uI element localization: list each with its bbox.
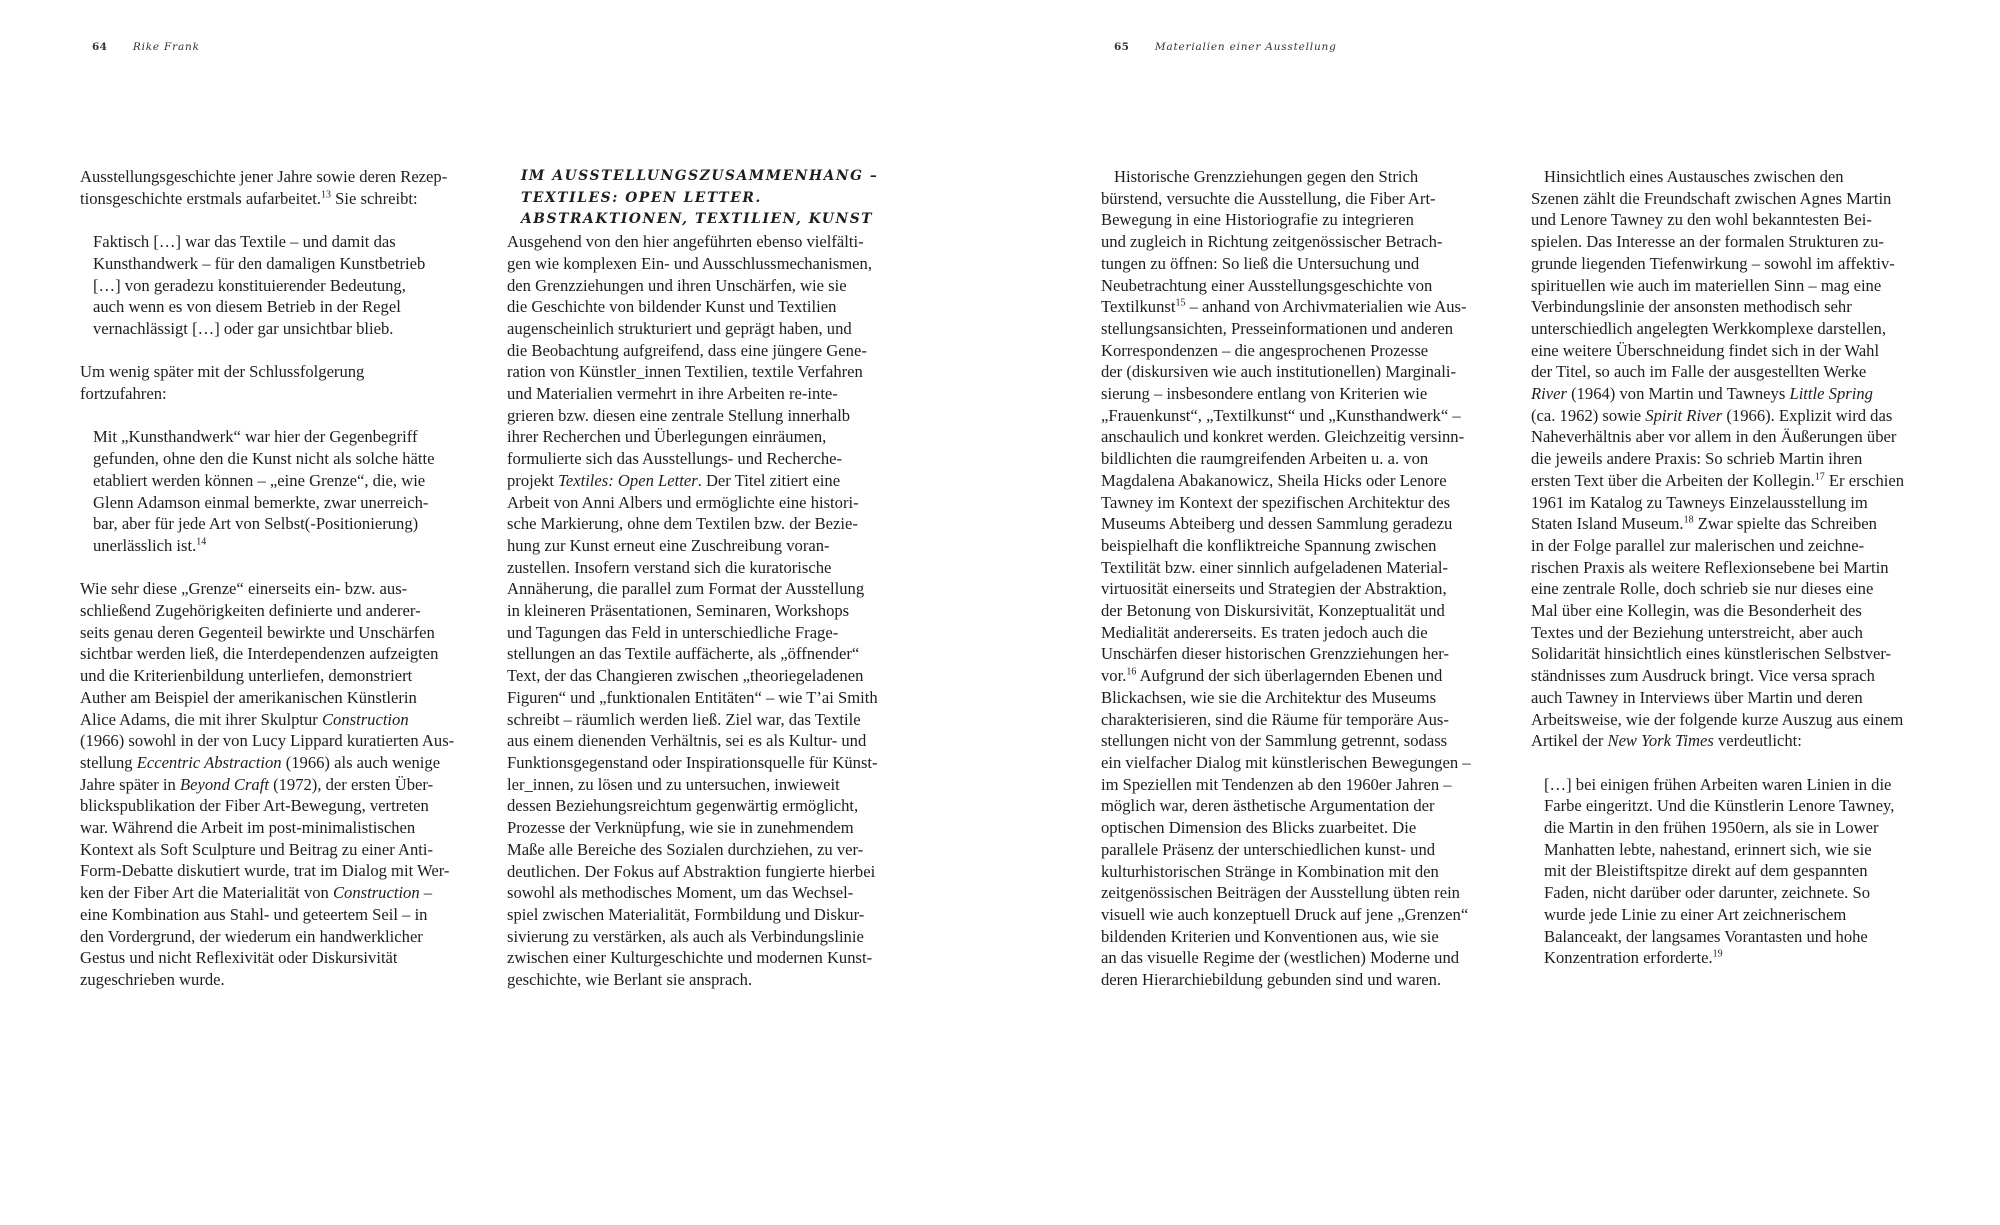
text-line: den Grenzziehungen und ihren Unschärfen, wie sie — [507, 275, 847, 295]
text-line: zwischen einer Kulturgeschichte und modernen Kunst- — [507, 948, 873, 968]
text-line: und Lenore Tawney zu den wohl bekanntesten Bei- — [1531, 210, 1872, 230]
text-line — [507, 470, 917, 492]
text-line: den Vordergrund, der wiederum ein handwerklicher — [80, 926, 423, 946]
text-line — [1531, 405, 1951, 427]
text-line: Szenen zählt die Freundschaft zwischen Agnes Martin — [1531, 188, 1892, 208]
text-line: bildenden Kriterien und Konventionen aus, wie sie — [1101, 926, 1439, 946]
text-segment: Staten Island Museum. — [1531, 514, 1684, 534]
text-line: zustellen. Insofern verstand sich die kuratorische — [507, 557, 832, 577]
text-line: Kontext als Soft Sculpture und Beitrag zu einer Anti- — [80, 839, 434, 859]
text-line: ration von Künstler_innen Textilien, textile Verfahren — [507, 362, 863, 382]
text-line — [80, 882, 490, 904]
text-line: Um wenig später mit der Schlussfolgerung — [80, 362, 365, 382]
text-line: Annäherung, die parallel zum Format der Ausstellung — [507, 579, 865, 599]
paragraph — [80, 578, 490, 990]
text-segment: Aufgrund der sich überlagernden Ebenen und — [1136, 666, 1443, 686]
text-line: 1961 im Katalog zu Tawneys Einzelausstellung im — [1531, 492, 1868, 512]
text-segment: vor. — [1101, 666, 1127, 686]
text-segment: Alice Adams, die mit ihrer Skulptur — [80, 709, 322, 729]
text-line: in kleineren Präsentationen, Seminaren, Workshops — [507, 601, 850, 621]
running-head-right — [1114, 41, 1337, 53]
text-segment: (1966). Explizit wird das — [1722, 405, 1893, 425]
work-title: Little Spring — [1789, 384, 1873, 404]
text-column-1 — [80, 166, 490, 1012]
text-line: mit der Bleistiftspitze direkt auf dem gespannten — [1544, 861, 1868, 881]
text-line: eine Kombination aus Stahl- und geteertem Seil – in — [80, 904, 428, 924]
text-line: Historische Grenzziehungen gegen den Strich — [1114, 167, 1419, 186]
text-line: auch Tawney in Interviews über Martin und deren — [1531, 687, 1863, 707]
text-line: Magdalena Abakanowicz, Sheila Hicks oder Lenore — [1101, 470, 1447, 490]
text-line: die jeweils andere Praxis: So schrieb Martin ihren — [1531, 449, 1863, 469]
text-line: […] bei einigen frühen Arbeiten waren Linien in die — [1544, 774, 1892, 794]
text-line: augenscheinlich strukturiert und geprägt haben, und — [507, 318, 852, 338]
text-line: Balanceakt, der langsames Vorantasten und hohe — [1544, 926, 1868, 946]
text-line: zeitgenössischen Beiträgen der Ausstellung übten rein — [1101, 883, 1460, 903]
text-segment: Konzentration erforderte. — [1544, 948, 1713, 968]
work-title: New York Times — [1607, 731, 1714, 751]
footnote-ref[interactable]: 16 — [1126, 666, 1137, 678]
text-line: Hinsichtlich eines Austausches zwischen den — [1544, 167, 1844, 186]
text-line: ständnisses zum Ausdruck bringt. Vice versa sprach — [1531, 666, 1875, 686]
text-line — [80, 188, 490, 210]
page-number: 64 — [92, 41, 108, 53]
text-line: […] von geradezu konstituierender Bedeutung, — [93, 275, 406, 295]
section-heading — [507, 166, 917, 231]
text-segment: Sie schreibt: — [330, 188, 418, 208]
text-segment: – anhand von Archivmaterialien wie Aus- — [1185, 297, 1467, 317]
text-line: und Materialien vermehrt in ihre Arbeiten re-inte- — [507, 384, 838, 404]
text-line: Arbeitsweise, wie der folgende kurze Auszug aus einem — [1531, 709, 1904, 729]
text-line: gen wie komplexen Ein- und Ausschlussmechanismen, — [507, 253, 872, 273]
text-line — [1531, 383, 1951, 405]
text-line: hung zur Kunst erneut eine Zuschreibung voran- — [507, 535, 830, 555]
text-segment: – — [419, 883, 433, 903]
text-line: deren Hierarchiebildung gebunden sind und waren. — [1101, 970, 1442, 990]
text-segment: (1972), der ersten Über- — [268, 774, 434, 794]
footnote-ref[interactable]: 19 — [1712, 948, 1723, 960]
work-title: Beyond Craft — [179, 774, 269, 794]
text-line: Blickachsen, wie sie die Architektur des Museums — [1101, 687, 1437, 707]
text-segment: stellung — [80, 752, 137, 772]
text-column-2 — [507, 166, 917, 991]
text-line: Form-Debatte diskutiert wurde, trat im Dialog mit Wer- — [80, 861, 450, 881]
text-segment: verdeutlicht: — [1713, 731, 1802, 751]
text-line: Mal über eine Kollegin, was die Besonderheit des — [1531, 601, 1862, 621]
text-line: stellungen an das Textile auffächerte, als „öffnender“ — [507, 644, 860, 664]
text-line: dessen Beziehungsreichtum gegenwärtig ermöglicht, — [507, 796, 859, 816]
text-line: Gestus und nicht Reflexivität oder Diskursivität — [80, 948, 398, 968]
text-line: und die Kriterienbildung unterliefen, demonstriert — [80, 666, 413, 686]
text-segment: unerlässlich ist. — [93, 535, 197, 555]
text-line: an das visuelle Regime der (westlichen) Moderne und — [1101, 948, 1460, 968]
text-line: vernachlässigt […] oder gar unsichtbar blieb. — [93, 318, 394, 338]
text-line: formulierte sich das Ausstellungs- und Recherche- — [507, 449, 843, 469]
text-line: schließend Zugehörigkeiten definierte und anderer- — [80, 601, 421, 620]
text-line: sichtbar werden ließ, die Interdependenzen aufzeigten — [80, 644, 439, 664]
text-line: Manhatten lebte, nahestand, erinnert sich, wie sie — [1544, 839, 1872, 859]
text-line: Ausstellungsgeschichte jener Jahre sowie deren Rezep- — [80, 167, 448, 186]
page-number: 65 — [1114, 41, 1130, 53]
text-line: anschaulich und konkret werden. Gleichzeitig versinn- — [1101, 427, 1465, 447]
text-line: spielen. Das Interesse an der formalen Strukturen zu- — [1531, 232, 1884, 252]
running-title: Materialien einer Ausstellung — [1154, 41, 1337, 53]
text-line: Neubetrachtung einer Ausstellungsgeschichte von — [1101, 275, 1433, 295]
text-line: Farbe eingeritzt. Und die Künstlerin Lenore Tawney, — [1544, 796, 1895, 816]
text-line: der (diskursiven wie auch institutionellen) Marginali- — [1101, 362, 1456, 382]
text-line — [1531, 513, 1951, 535]
text-segment: ersten Text über die Arbeiten der Kollegin. — [1531, 470, 1815, 490]
heading-line: TEXTILES: OPEN LETTER. — [521, 189, 762, 206]
text-line: ein vielfacher Dialog mit künstlerischen Bewegungen – — [1101, 752, 1471, 772]
text-line: der Betonung von Diskursivität, Konzeptualität und — [1101, 601, 1445, 621]
block-quote — [80, 426, 490, 556]
right-page — [1000, 0, 2000, 1225]
text-line: auch wenn es von diesem Betrieb in der Regel — [93, 297, 401, 317]
text-line: bildlichten die raumgreifenden Arbeiten u. a. von — [1101, 449, 1429, 469]
text-line: parallele Präsenz der unterschiedlichen kunst- und — [1101, 839, 1436, 859]
text-line — [80, 709, 490, 731]
paragraph — [80, 361, 490, 404]
text-segment: Zwar spielte das Schreiben — [1693, 514, 1877, 534]
text-line: zugeschrieben wurde. — [80, 969, 225, 989]
text-line — [80, 774, 490, 796]
work-title: River — [1531, 384, 1567, 404]
text-line: Glenn Adamson einmal bemerkte, zwar unerreich- — [93, 492, 429, 512]
text-line: der Titel, so auch im Falle der ausgestellten Werke — [1531, 362, 1867, 382]
text-line: Korrespondenzen – die angesprochenen Prozesse — [1101, 340, 1429, 360]
paragraph — [80, 166, 490, 209]
text-line: ler_innen, zu lösen und zu untersuchen, inwieweit — [507, 774, 840, 794]
text-line — [93, 535, 490, 557]
text-segment: Er erschien — [1824, 470, 1905, 490]
text-line: die Geschichte von bildender Kunst und Textilien — [507, 297, 837, 317]
text-line: fortzufahren: — [80, 384, 167, 403]
running-head-left — [92, 41, 200, 53]
text-line: grunde liegenden Tiefenwirkung – sowohl im affektiv- — [1531, 253, 1895, 273]
text-line: Medialität andererseits. Es traten jedoch auch die — [1101, 622, 1428, 642]
work-title: Construction — [321, 709, 409, 729]
footnote-ref[interactable]: 14 — [196, 536, 207, 548]
text-column-3 — [1101, 166, 1511, 991]
text-line: Prozesse der Verknüpfung, wie sie in zunehmendem — [507, 818, 854, 838]
text-line — [1531, 470, 1951, 492]
work-title: Spirit River — [1645, 405, 1723, 425]
text-segment: projekt — [507, 470, 559, 490]
text-line: charakterisieren, sind die Räume für temporäre Aus- — [1101, 709, 1449, 729]
text-line: Tawney im Kontext der spezifischen Architektur des — [1101, 492, 1451, 512]
text-line: etabliert werden können – „eine Grenze“, die, wie — [93, 470, 426, 490]
text-line: schreibt – räumlich werden ließ. Ziel war, das Textile — [507, 709, 861, 729]
text-line: sivierung zu verstärken, als auch als Verbindungslinie — [507, 926, 864, 946]
text-line: bar, aber für jede Art von Selbst(-Positionierung) — [93, 514, 419, 534]
text-line: war. Während die Arbeit im post-minimalistischen — [80, 818, 416, 838]
text-line: bürstend, versuchte die Ausstellung, die Fiber Art- — [1101, 188, 1436, 208]
text-line: Text, der das Changieren zwischen „theoriegeladenen — [507, 666, 864, 686]
text-line: Bewegung in eine Historiografie zu integrieren — [1101, 210, 1414, 230]
text-line: Figuren“ und „funktionalen Entitäten“ – wie T’ai Smith — [507, 687, 878, 707]
text-line: geschichte, wie Berlant sie ansprach. — [507, 970, 753, 990]
text-line: Verbindungslinie der ansonsten methodisch sehr — [1531, 297, 1852, 317]
work-title: Eccentric Abstraction — [136, 752, 282, 772]
text-line: Faden, nicht darüber oder darunter, zeichnete. So — [1544, 883, 1871, 903]
text-line: kulturhistorischen Stränge in Kombination mit den — [1101, 861, 1439, 881]
work-title: Construction — [332, 883, 420, 903]
text-line: Funktionsgegenstand oder Inspirationsquelle für Künst- — [507, 752, 878, 772]
paragraph — [1101, 166, 1511, 991]
paragraph — [507, 231, 917, 991]
text-segment: (1966) als auch wenige — [281, 752, 441, 772]
text-line: Naheverhältnis aber vor allem in den Äußerungen über — [1531, 427, 1897, 447]
text-line: Museums Abteiberg und dessen Sammlung geradezu — [1101, 514, 1453, 534]
text-line: spiel zwischen Materialität, Formbildung und Diskur- — [507, 904, 865, 924]
text-line: optischen Dimension des Blicks zuarbeitet. Die — [1101, 818, 1417, 838]
footnote-ref[interactable]: 17 — [1814, 471, 1825, 483]
text-line: visuell wie auch konzeptuell Druck auf jene „Grenzen“ — [1101, 904, 1469, 924]
text-line: Wie sehr diese „Grenze“ einerseits ein- bzw. aus- — [80, 579, 408, 599]
text-segment: tionsgeschichte erstmals aufarbeitet. — [80, 188, 321, 208]
text-line: virtuosität einerseits und Strategien der Abstraktion, — [1101, 579, 1447, 599]
text-line: möglich war, deren ästhetische Argumentation der — [1101, 796, 1435, 816]
text-line: stellungen nicht von der Sammlung getrennt, sodass — [1101, 731, 1448, 751]
text-line: im Speziellen mit Tendenzen ab den 1960er Jahren – — [1101, 774, 1452, 794]
text-line — [1101, 296, 1511, 318]
text-line: Arbeit von Anni Albers und ermöglichte eine histori- — [507, 492, 859, 512]
text-line: Kunsthandwerk – für den damaligen Kunstbetrieb — [93, 253, 426, 273]
text-line: ihrer Recherchen und Überlegungen einräumen, — [507, 427, 827, 447]
block-quote — [80, 231, 490, 340]
text-line: Faktisch […] war das Textile – und damit das — [93, 232, 396, 252]
text-column-4 — [1531, 166, 1951, 991]
text-line: die Beobachtung aufgreifend, dass eine jüngere Gene- — [507, 340, 867, 360]
footnote-ref[interactable]: 15 — [1175, 297, 1186, 309]
text-segment: (1964) von Martin und Tawneys — [1566, 384, 1790, 404]
paragraph — [1531, 166, 1951, 752]
running-title: Rike Frank — [132, 41, 200, 53]
text-segment: Textilkunst — [1101, 297, 1176, 317]
text-line: unterschiedlich angelegten Werkkomplexe darstellen, — [1531, 318, 1886, 338]
text-line: rischen Praxis als weitere Reflexionsebene bei Martin — [1531, 557, 1889, 577]
footnote-ref[interactable]: 13 — [320, 189, 331, 201]
text-line: aus einem dienenden Verhältnis, sei es als Kultur- und — [507, 731, 867, 751]
text-line: sierung – insbesondere entlang von Kriterien wie — [1101, 384, 1428, 404]
text-segment: (ca. 1962) sowie — [1531, 405, 1646, 425]
text-line: sowohl als methodisches Moment, um das Wechsel- — [507, 883, 854, 903]
text-line: eine weitere Überschneidung findet sich in der Wahl — [1531, 340, 1880, 360]
text-line: sche Markierung, ohne dem Textilen bzw. der Bezie- — [507, 514, 858, 534]
text-line: Solidarität hinsichtlich eines künstlerischen Selbstver- — [1531, 644, 1892, 664]
text-line: grieren bzw. diesen eine zentrale Stellung innerhalb — [507, 405, 851, 425]
text-line: spirituellen wie auch im materiellen Sinn – mag eine — [1531, 275, 1882, 295]
text-line: Ausgehend von den hier angeführten ebenso vielfälti- — [507, 232, 864, 252]
text-line: in der Folge parallel zur malerischen und zeichne- — [1531, 535, 1865, 555]
block-quote — [1531, 774, 1951, 969]
text-line: gefunden, ohne den die Kunst nicht als solche hätte — [93, 449, 435, 469]
text-line — [1101, 665, 1511, 687]
text-line: Mit „Kunsthandwerk“ war hier der Gegenbegriff — [93, 427, 418, 447]
text-line: beispielhaft die konfliktreiche Spannung zwischen — [1101, 535, 1437, 555]
heading-line: IM AUSSTELLUNGSZUSAMMENHANG – — [521, 168, 879, 184]
text-line: tungen zu öffnen: So ließ die Untersuchung und — [1101, 253, 1420, 273]
work-title: Textiles: Open Letter — [558, 470, 698, 490]
text-line: wurde jede Linie zu einer Art zeichnerischem — [1544, 904, 1847, 924]
text-line — [1544, 947, 1951, 969]
text-line: und zugleich in Richtung zeitgenössischer Betrach- — [1101, 232, 1443, 252]
text-line: stellungsansichten, Presseinformationen und anderen — [1101, 318, 1454, 338]
text-line: „Frauenkunst“, „Textilkunst“ und „Kunsthandwerk“ – — [1101, 405, 1461, 425]
heading-line: ABSTRAKTIONEN, TEXTILIEN, KUNST — [521, 211, 874, 228]
text-line: seits genau deren Gegenteil bewirkte und Unschärfen — [80, 622, 435, 642]
text-line: eine zentrale Rolle, doch schrieb sie nur dieses eine — [1531, 579, 1874, 599]
text-line — [1531, 730, 1951, 752]
footnote-ref[interactable]: 18 — [1683, 514, 1694, 526]
text-segment: Jahre später in — [80, 774, 180, 794]
text-line: die Martin in den frühen 1950ern, als sie in Lower — [1544, 818, 1879, 838]
text-line: Textes und der Beziehung unterstreicht, aber auch — [1531, 622, 1863, 642]
text-line: deutlichen. Der Fokus auf Abstraktion fungierte hierbei — [507, 861, 876, 881]
text-line — [80, 752, 490, 774]
text-line: blickspublikation der Fiber Art-Bewegung, vertreten — [80, 796, 429, 816]
text-segment: ken der Fiber Art die Materialität von — [80, 883, 333, 903]
text-line: Auther am Beispiel der amerikanischen Künstlerin — [80, 687, 417, 707]
text-line: und Tagungen das Feld in unterschiedliche Frage- — [507, 622, 839, 642]
text-line: (1966) sowohl in der von Lucy Lippard kuratierten Aus- — [80, 731, 455, 751]
text-segment: . Der Titel zitiert eine — [697, 470, 841, 490]
text-line: Unschärfen dieser historischen Grenzziehungen her- — [1101, 644, 1449, 664]
text-line: Maße alle Bereiche des Sozialen durchziehen, zu ver- — [507, 839, 864, 859]
text-segment: Artikel der — [1531, 731, 1608, 751]
text-line: Textilität bzw. einer sinnlich aufgeladenen Material- — [1101, 557, 1449, 577]
